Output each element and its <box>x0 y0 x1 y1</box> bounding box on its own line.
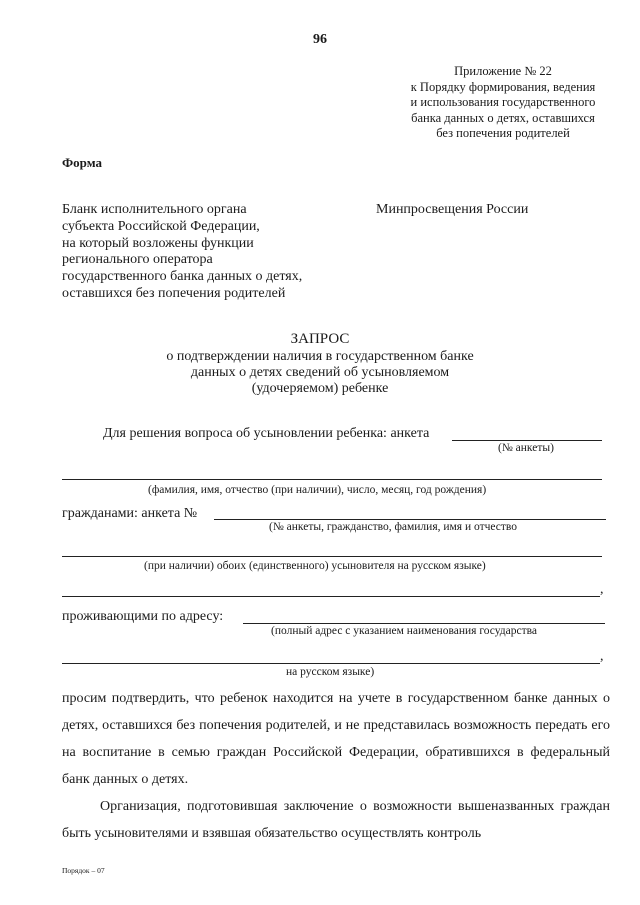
appendix-line: Приложение № 22 <box>454 64 552 78</box>
adoption-question-label: Для решения вопроса об усыновлении ребенка: анкета <box>103 426 430 441</box>
appendix-line: и использования государственного <box>410 95 596 109</box>
form-label: Форма <box>62 155 102 170</box>
citizens-label: гражданами: анкета № <box>62 506 198 521</box>
issuer-line: субъекта Российской Федерации, <box>62 218 260 234</box>
document-heading <box>0 330 640 397</box>
address-hint: (полный адрес с указанием наименования государства <box>271 625 537 637</box>
issuer-line: на который возложены функции <box>62 235 254 251</box>
appendix-line: без попечения родителей <box>436 126 570 140</box>
citizens-field-continued[interactable] <box>62 556 602 557</box>
child-details-hint: (фамилия, имя, отчество (при наличии), число, месяц, год рождения) <box>148 484 487 496</box>
page-number: 96 <box>313 32 327 47</box>
issuer-line: регионального оператора <box>62 252 213 268</box>
issuer-line: Бланк исполнительного органа <box>62 202 247 217</box>
line-comma: , <box>600 582 604 597</box>
ministry-addressee: Минпросвещения России <box>376 202 529 217</box>
document-subtitle-line: о подтверждении наличия в государственном банке <box>166 349 474 364</box>
issuer-block <box>62 202 302 303</box>
appendix-line: банка данных о детях, оставшихся <box>411 110 595 125</box>
appendix-note <box>388 64 618 142</box>
organization-paragraph: Организация, подготовившая заключение о возможности вышеназванных граждан быть усыновителями и взявшая обязательство осуществлять контроль <box>62 799 610 841</box>
address-label: проживающими по адресу: <box>62 609 224 624</box>
document-title: ЗАПРОС <box>290 331 350 347</box>
citizens-hint: (№ анкеты, гражданство, фамилия, имя и отчество <box>269 521 518 533</box>
address-field[interactable] <box>243 623 605 624</box>
citizens-field[interactable] <box>214 519 606 520</box>
anketa-number-field[interactable] <box>452 440 602 441</box>
citizens-hint-continued: (при наличии) обоих (единственного) усыновителя на русском языке) <box>144 560 486 572</box>
address-field-continued[interactable] <box>62 663 600 664</box>
citizens-field-extra[interactable] <box>62 596 600 597</box>
line-comma: , <box>600 649 604 664</box>
issuer-line: оставшихся без попечения родителей <box>62 285 286 301</box>
anketa-number-hint: (№ анкеты) <box>498 442 554 454</box>
document-subtitle-line: данных о детях сведений об усыновляемом <box>190 365 450 380</box>
document-subtitle-line: (удочеряемом) ребенке <box>251 381 389 396</box>
footer-code: Порядок – 07 <box>62 866 105 875</box>
issuer-line: государственного банка данных о детях, <box>62 269 303 285</box>
appendix-line: к Порядку формирования, ведения <box>410 79 596 94</box>
child-details-field[interactable] <box>62 479 602 480</box>
request-paragraph: просим подтвердить, что ребенок находится на учете в государственном банке данных о детях, оставшихся без попечения родителей, и не представилась возможность передать его на воспитание в семью граждан Российской Федерации, обратившихся в федеральный банк данных о детях. <box>62 691 610 787</box>
address-hint-continued: на русском языке) <box>286 666 375 678</box>
